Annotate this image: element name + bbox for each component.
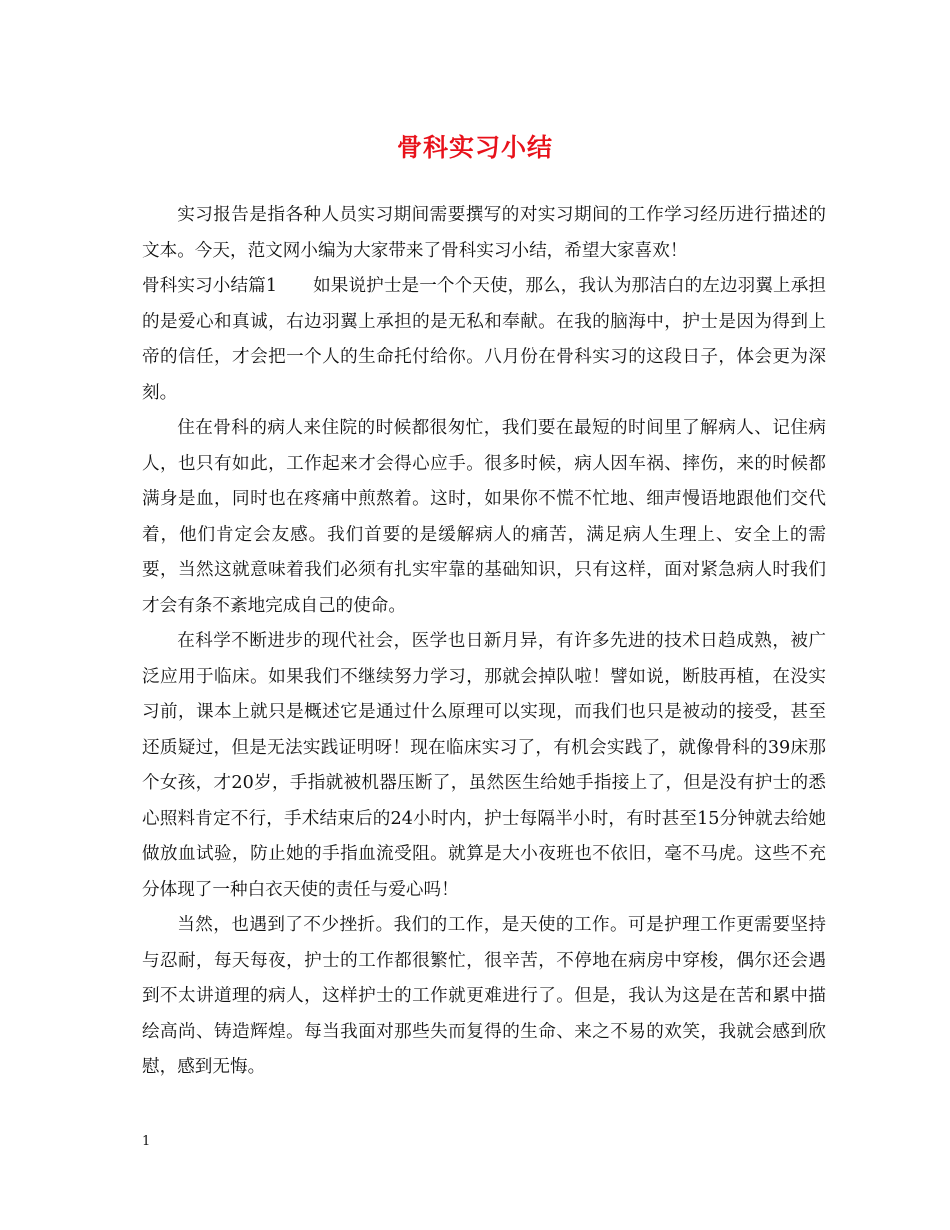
- body-paragraph: 在科学不断进步的现代社会，医学也日新月异，有许多先进的技术日趋成熟，被广泛应用于临床。如果我们不继续努力学习，那就会掉队啦！譬如说，断肢再植，在没实习前，课本上就只是概述它是通过什么原理可以实现，而我们也只是被动的接受，甚至还质疑过，但是无法实践证明呀！现在临床实习了，有机会实践了，就像骨科的39床那个女孩，才20岁，手指就被机器压断了，虽然医生给她手指接上了，但是没有护士的悉心照料肯定不行，手术结束后的24小时内，护士每隔半小时，有时甚至15分钟就去给她做放血试验，防止她的手指血流受阻。就算是大小夜班也不依旧，毫不马虎。这些不充分体现了一种白衣天使的责任与爱心吗！: [142, 631, 826, 900]
- body-paragraph: 当然，也遇到了不少挫折。我们的工作，是天使的工作。可是护理工作更需要坚持与忍耐，每天每夜，护士的工作都很繁忙，很辛苦，不停地在病房中穿梭，偶尔还会遇到不太讲道理的病人，这样护士的工作就更难进行了。但是，我认为这是在苦和累中描绘高尚、铸造辉煌。每当我面对那些失而复得的生命、来之不易的欢笑，我就会感到欣慰，感到无悔。: [142, 915, 826, 1077]
- document-body: [142, 198, 826, 1086]
- intro-paragraph: 实习报告是指各种人员实习期间需要撰写的对实习期间的工作学习经历进行描述的文本。今天，范文网小编为大家带来了骨科实习小结，希望大家喜欢！: [142, 205, 826, 261]
- page-number: 1: [142, 1134, 151, 1149]
- document-title: 骨科实习小结: [396, 133, 553, 162]
- section-heading: 骨科实习小结篇1: [142, 276, 278, 296]
- body-paragraph: 住在骨科的病人来住院的时候都很匆忙，我们要在最短的时间里了解病人、记住病人，也只有如此，工作起来才会得心应手。很多时候，病人因车祸、摔伤，来的时候都满身是血，同时也在疼痛中煎熬着。这时，如果你不慌不忙地、细声慢语地跟他们交代着，他们肯定会友感。我们首要的是缓解病人的痛苦，满足病人生理上、安全上的需要，当然这就意味着我们必须有扎实牢靠的基础知识，只有这样，面对紧急病人时我们才会有条不紊地完成自己的使命。: [142, 418, 826, 616]
- section-text: 如果说护士是一个个天使，那么，我认为那洁白的左边羽翼上承担的是爱心和真诚，右边羽翼上承担的是无私和奉献。在我的脑海中，护士是因为得到上帝的信任，才会把一个人的生命托付给你。八月份在骨科实习的这段日子，体会更为深刻。: [142, 276, 826, 403]
- section-paragraph: [142, 269, 826, 411]
